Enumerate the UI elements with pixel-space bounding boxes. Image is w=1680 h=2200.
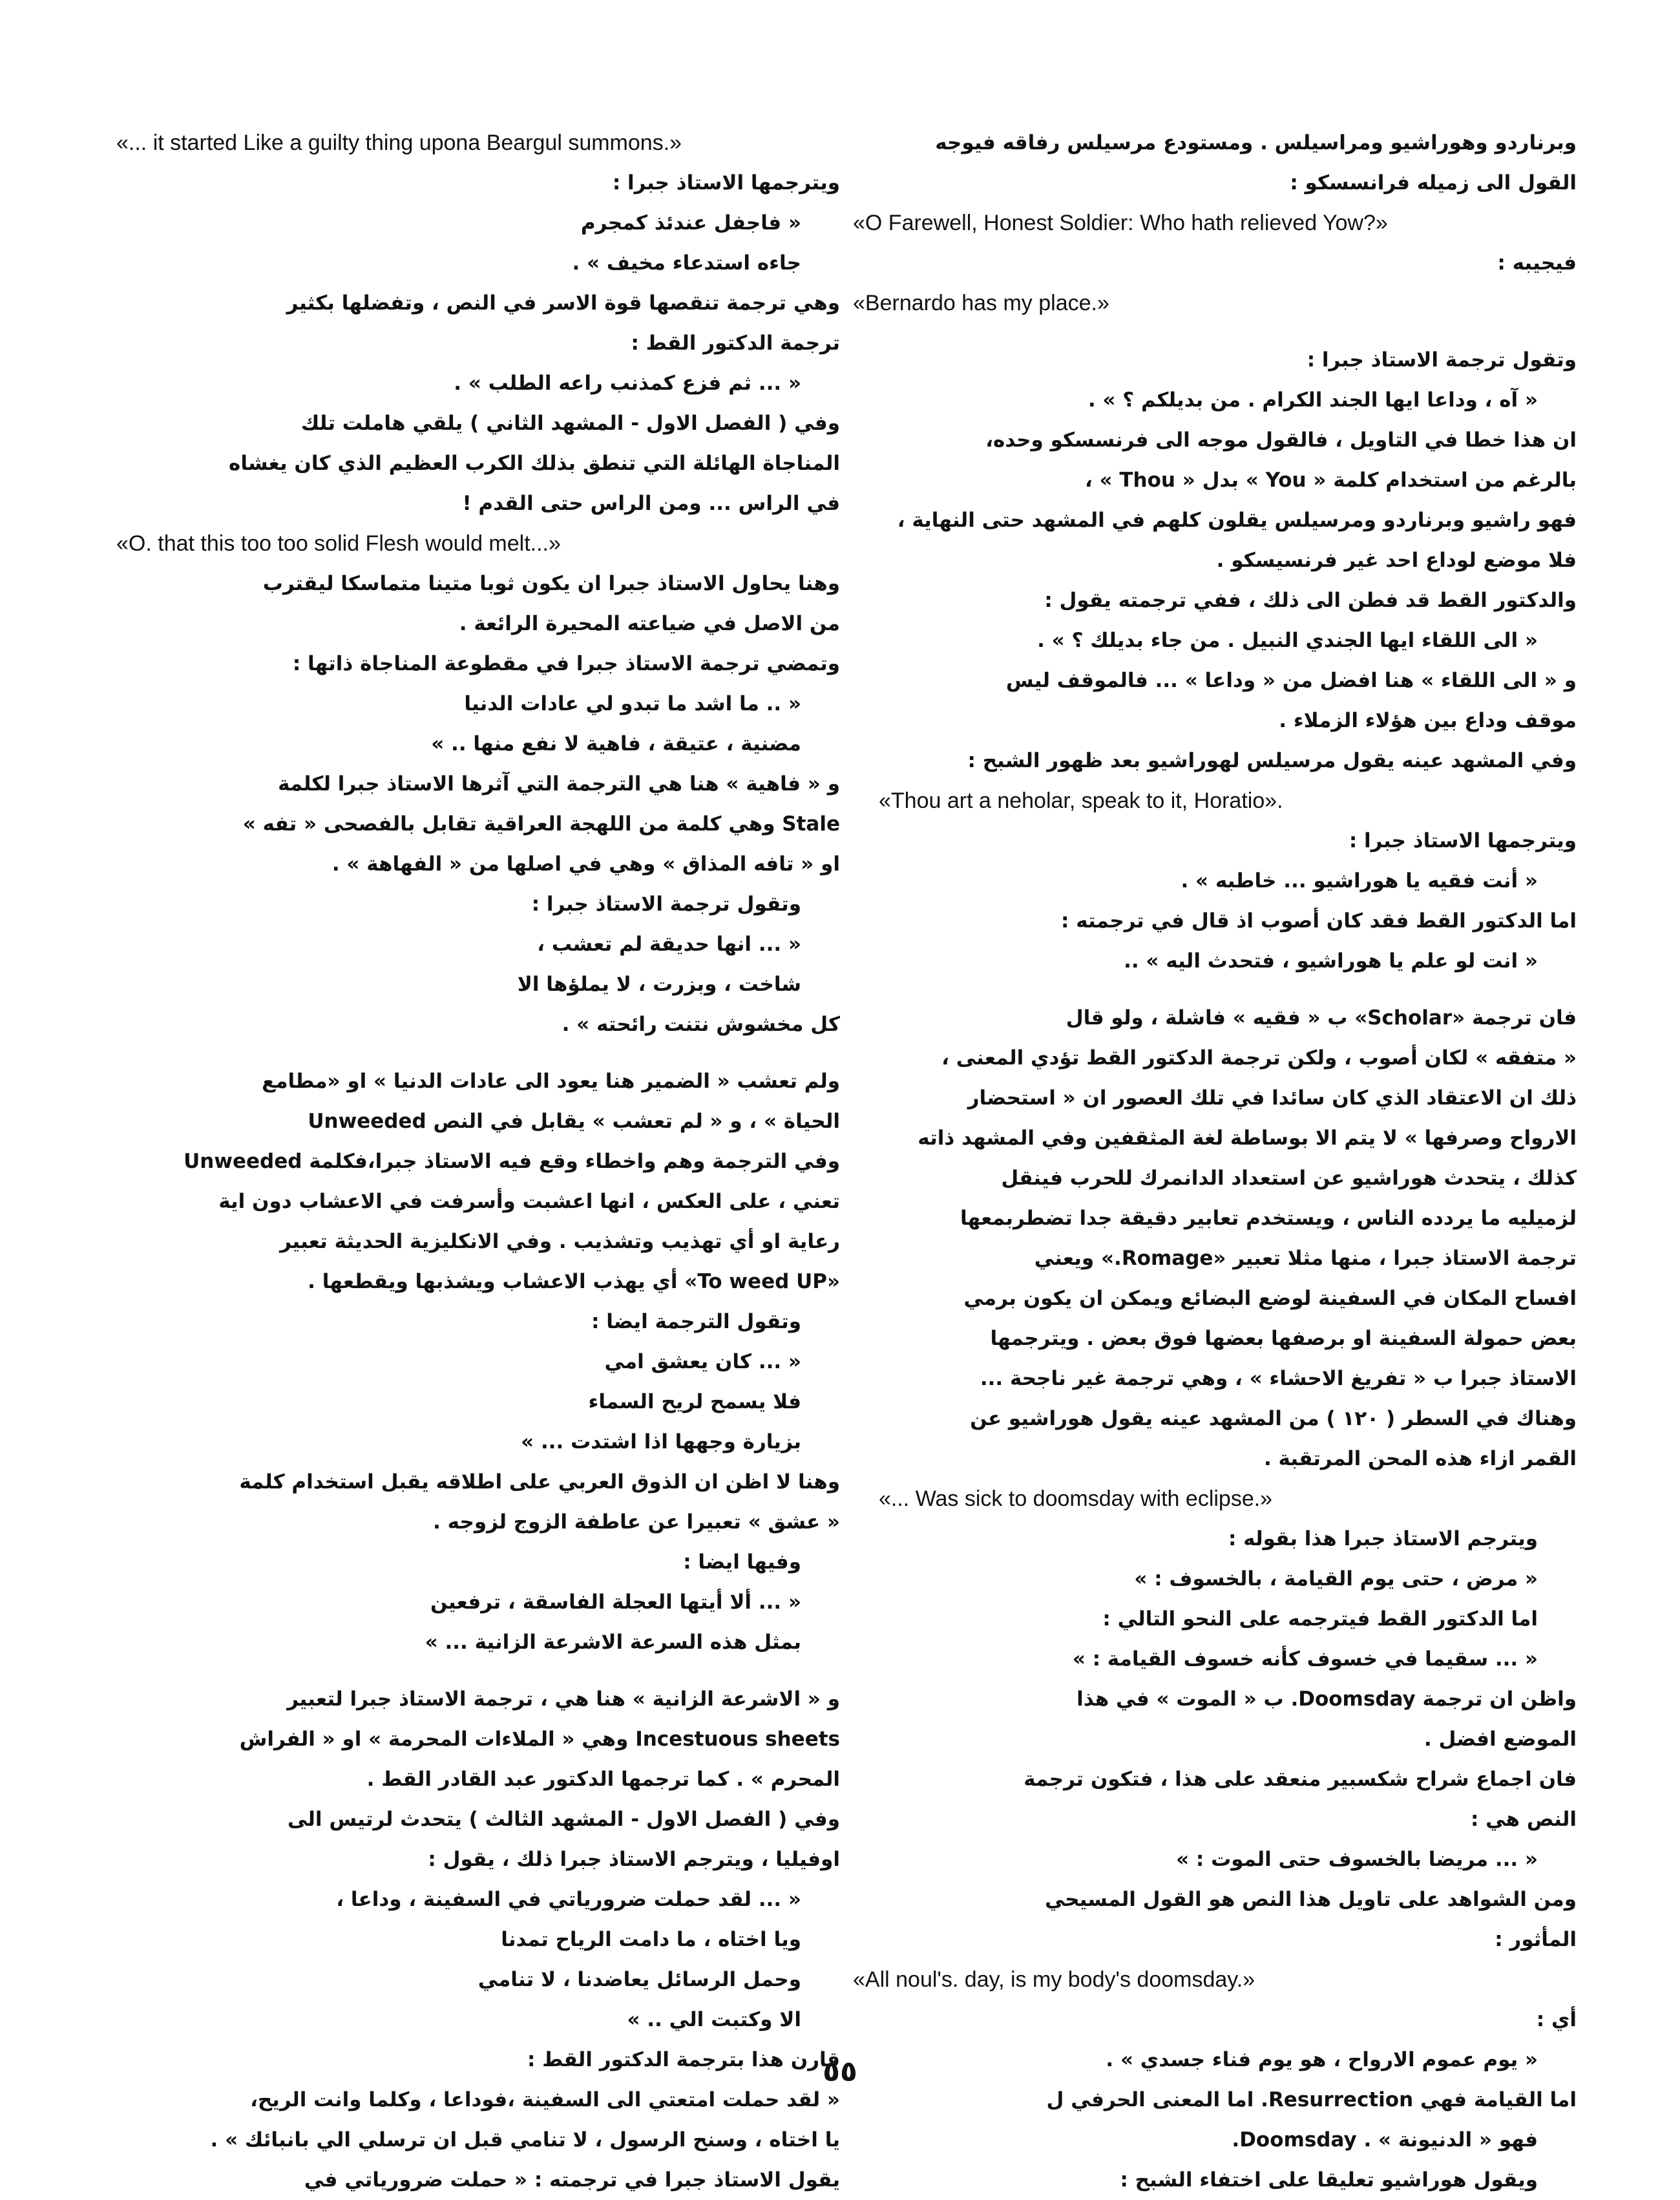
page-number: ٥٥ <box>823 2055 857 2088</box>
text-line: فان اجماع شراح شكسبير منعقد على هذا ، فتكون ترجمة <box>1024 1768 1577 1791</box>
english-quote-line: «All noul's. day, is my body's doomsday.» <box>853 1967 1255 1992</box>
text-line: « انت لو علم يا هوراشيو ، فتحدث اليه » .. <box>1124 949 1538 973</box>
text-line: ويقول هوراشيو تعليقا على اختفاء الشبح : <box>1120 2168 1538 2192</box>
text-line: افساح المكان في السفينة لوضع البضائع ويمكن ان يكون برمي <box>963 1287 1577 1310</box>
text-line: الا وكتبت الي .. » <box>627 2008 801 2031</box>
text-line: فهو « الدنيونة » . Doomsday. <box>1232 2128 1538 2152</box>
text-line: وبرناردو وهوراشيو ومراسيلس . ومستودع مرسيلس رفاقه فيوجه <box>935 131 1577 154</box>
text-line: Stale وهي كلمة من اللهجة العراقية تقابل بالفصحى « تفه » <box>242 812 840 836</box>
text-line: ويا اختاه ، ما دامت الرياح تمدنا <box>501 1928 801 1951</box>
text-line: والدكتور القط قد فطن الى ذلك ، ففي ترجمته يقول : <box>1044 589 1577 612</box>
text-line: « يوم عموم الارواح ، هو يوم فناء جسدي » . <box>1106 2048 1538 2071</box>
text-line: بزيارة وجهها اذا اشتدت ... » <box>521 1430 801 1454</box>
text-line: وهنا لا اظن ان الذوق العربي على اطلاقه يقبل استخدام كلمة <box>239 1470 840 1494</box>
text-line: اما الدكتور القط فيترجمه على النحو التالي : <box>1102 1607 1538 1631</box>
paragraph-gap <box>853 981 1577 998</box>
text-line: يا اختاه ، وسنح الرسول ، لا تنامي قبل ان ترسلي الي بانبائك » . <box>210 2128 840 2152</box>
text-line: لزميليه ما يردده الناس ، ويستخدم تعابير دقيقة جدا تضطربمعها <box>960 1207 1577 1230</box>
text-line: فلا موضع لوداع احد غير فرنسيسكو . <box>1216 549 1577 572</box>
text-line: «To weed UP» أي يهذب الاعشاب ويشذبها ويقطعها . <box>308 1270 840 1293</box>
text-line: تعني ، على العكس ، انها اعشبت وأسرفت في الاعشاب دون اية <box>218 1190 840 1213</box>
text-line: المأثور : <box>1495 1928 1577 1951</box>
text-line: شاخت ، وبزرت ، لا يملؤها الا <box>517 973 801 996</box>
text-line: « ... مريضا بالخسوف حتى الموت : » <box>1176 1848 1538 1871</box>
text-line: ترجمة الدكتور القط : <box>631 332 840 355</box>
text-line: وفي ( الفصل الاول - المشهد الثالث ) يتحدث لرتيس الى <box>287 1808 840 1831</box>
text-line: « ... ثم فزع كمذنب راعه الطلب » . <box>454 372 801 395</box>
english-quote-line: «Bernardo has my place.» <box>853 291 1109 315</box>
text-line: « فاجفل عندئذ كمجرم <box>580 211 801 235</box>
text-line: وحمل الرسائل يعاضدنا ، لا تنامي <box>478 1968 801 1991</box>
text-line: المناجاة الهائلة التي تنطق بذلك الكرب العظيم الذي كان يغشاه <box>229 452 840 475</box>
text-line: و « الى اللقاء » هنا افضل من « وداعا » ... فالموقف ليس <box>1005 669 1577 692</box>
text-line: الحياة » ، و « لم تعشب » يقابل في النص Unweeded <box>308 1110 840 1133</box>
text-line: رعاية او أي تهذيب وتشذيب . وفي الانكليزية الحديثة تعبير <box>280 1230 840 1253</box>
text-line: ترجمة الاستاذ جبرا ، منها مثلا تعبير «Romage.» ويعني <box>1034 1247 1577 1270</box>
text-line: كذلك ، يتحدث هوراشيو عن استعداد الدانمرك للحرب فينقل <box>1001 1167 1577 1190</box>
text-line: وهناك في السطر ( ١٢٠ ) من المشهد عينه يقول هوراشيو عن <box>970 1407 1577 1430</box>
text-line: ان هذا خطا في التاويل ، فالقول موجه الى فرنسسكو وحده، <box>985 428 1577 452</box>
text-line: « ... لقد حملت ضرورياتي في السفينة ، وداعا ، <box>336 1888 801 1911</box>
text-line: وفي الترجمة وهم واخطاء وقع فيه الاستاذ جبرا،فكلمة Unweeded <box>184 1150 840 1173</box>
text-line: وتمضي ترجمة الاستاذ جبرا في مقطوعة المناجاة ذاتها : <box>292 652 840 675</box>
text-line: وتقول ترجمة الاستاذ جبرا : <box>531 893 801 916</box>
text-line: و « فاهية » هنا هي الترجمة التي آثرها الاستاذ جبرا لكلمة <box>278 772 840 796</box>
text-line: Incestuous sheets وهي « الملاءات المحرمة » او « الفراش <box>239 1728 840 1751</box>
text-line: فهو راشيو وبرناردو ومرسيلس يقلون كلهم في المشهد حتى النهاية ، <box>897 509 1577 532</box>
text-line: وتقول الترجمة ايضا : <box>591 1310 801 1333</box>
text-line: « .. ما اشد ما تبدو لي عادات الدنيا <box>464 692 801 715</box>
text-line: « أنت فقيه يا هوراشيو ... خاطبه » . <box>1181 869 1538 893</box>
text-line: اما القيامة فهي Resurrection. اما المعنى الحرفي ل <box>1046 2088 1577 2111</box>
text-line: « ... سقيما في خسوف كأنه خسوف القيامة : » <box>1072 1647 1538 1671</box>
text-line: من الاصل في ضياعته المحيرة الرائعة . <box>459 612 840 635</box>
english-quote-line: «... Was sick to doomsday with eclipse.» <box>879 1486 1273 1511</box>
text-line: « لقد حملت امتعتي الى السفينة ،فوداعا ، وكلما وانت الريح، <box>250 2088 840 2111</box>
text-line: وتقول ترجمة الاستاذ جبرا : <box>1307 348 1577 372</box>
text-line: الارواح وصرفها » لا يتم الا بوساطة لغة المثقفين وفي المشهد ذاته <box>918 1126 1577 1150</box>
text-line: قارن هذا بترجمة الدكتور القط : <box>527 2048 840 2071</box>
paragraph-gap <box>116 1044 840 1061</box>
text-line: فان ترجمة «Scholar» ب « فقيه » فاشلة ، ولو قال <box>1066 1006 1577 1030</box>
text-line: بمثل هذه السرعة الاشرعة الزانية ... » <box>425 1631 801 1654</box>
text-line: « مرض ، حتى يوم القيامة ، بالخسوف : » <box>1134 1567 1538 1591</box>
text-line: « متفقه » لكان أصوب ، ولكن ترجمة الدكتور القط تؤدي المعنى ، <box>941 1046 1577 1070</box>
text-line: او « تافه المذاق » وهي في اصلها من « الفهاهة » . <box>331 852 840 876</box>
text-line: « ... كان يعشق امي <box>604 1350 801 1373</box>
text-line: ويترجمها الاستاذ جبرا : <box>612 171 840 195</box>
text-line: وهي ترجمة تنقصها قوة الاسر في النص ، وتفضلها بكثير <box>286 291 840 315</box>
text-line: القمر ازاء هذه المحن المرتقبة . <box>1263 1447 1577 1470</box>
text-line: اما الدكتور القط فقد كان أصوب اذ قال في ترجمته : <box>1060 909 1577 933</box>
right-column <box>853 123 1577 2200</box>
text-line: الاستاذ جبرا ب « تفريغ الاحشاء » ، وهي ترجمة غير ناجحة ... <box>980 1367 1577 1390</box>
text-line: النص هي : <box>1470 1808 1577 1831</box>
text-line: فيجيبه : <box>1497 251 1577 275</box>
text-line: ذلك ان الاعتقاد الذي كان سائدا في تلك العصور ان « استحضار <box>967 1086 1577 1110</box>
text-line: مضنية ، عتيقة ، فاهية لا نفع منها .. » <box>431 732 801 756</box>
paragraph-gap <box>853 323 1577 340</box>
text-line: و « الاشرعة الزانية » هنا هي ، ترجمة الاستاذ جبرا لتعبير <box>287 1687 840 1711</box>
paragraph-gap <box>116 1662 840 1679</box>
english-quote-line: «O. that this too too solid Flesh would melt...» <box>116 531 561 556</box>
left-column <box>116 123 840 2200</box>
text-line: موقف وداع بين هؤلاء الزملاء . <box>1279 709 1577 732</box>
english-quote-line: «... it started Like a guilty thing upona Beargul summons.» <box>116 131 682 155</box>
text-line: وهنا يحاول الاستاذ جبرا ان يكون ثوبا متينا متماسكا ليقترب <box>262 572 840 595</box>
text-line: بالرغم من استخدام كلمة « You » بدل « Thou » ، <box>1084 469 1577 492</box>
text-line: واظن ان ترجمة Doomsday. ب « الموت » في هذا <box>1076 1687 1577 1711</box>
text-line: « آه ، وداعا ايها الجند الكرام . من بديلكم ؟ » . <box>1087 388 1538 412</box>
text-line: وفي المشهد عينه يقول مرسيلس لهوراشيو بعد ظهور الشبح : <box>967 749 1577 772</box>
text-line: ولم تعشب « الضمير هنا يعود الى عادات الدنيا » او «مطامع <box>262 1070 840 1093</box>
text-line: فلا يسمح لريح السماء <box>588 1390 801 1413</box>
text-line: اوفيليا ، ويترجم الاستاذ جبرا ذلك ، يقول : <box>428 1848 840 1871</box>
text-line: ويترجم الاستاذ جبرا هذا بقوله : <box>1228 1527 1538 1550</box>
text-line: القول الى زميله فرانسسكو : <box>1290 171 1577 195</box>
text-line: « عشق » تعبيرا عن عاطفة الزوج لزوجه . <box>433 1510 840 1534</box>
text-line: يقول الاستاذ جبرا في ترجمته : « حملت ضرورياتي في <box>304 2168 840 2192</box>
text-line: ويترجمها الاستاذ جبرا : <box>1349 829 1577 852</box>
text-line: « ... ألا أيتها العجلة الفاسقة ، ترفعين <box>430 1591 801 1614</box>
text-line: وفيها ايضا : <box>683 1550 801 1574</box>
text-line: بعض حمولة السفينة او برصفها بعضها فوق بعض . ويترجمها <box>990 1327 1577 1350</box>
english-quote-line: «Thou art a neholar, speak to it, Horatio». <box>879 788 1283 813</box>
text-line: « الى اللقاء ايها الجندي النبيل . من جاء بديلك ؟ » . <box>1037 629 1538 652</box>
text-line: الموضع افضل . <box>1423 1728 1577 1751</box>
text-line: أي : <box>1536 2008 1577 2031</box>
english-quote-line: «O Farewell, Honest Soldier: Who hath relieved Yow?» <box>853 211 1388 235</box>
text-line: في الراس ... ومن الراس حتى القدم ! <box>462 492 840 515</box>
text-line: وفي ( الفصل الاول - المشهد الثاني ) يلقي هاملت تلك <box>300 412 840 435</box>
text-line: المحرم » . كما ترجمها الدكتور عبد القادر القط . <box>366 1768 840 1791</box>
text-line: « ... انها حديقة لم تعشب ، <box>537 933 801 956</box>
text-line: كل مخشوش نتنت رائحته » . <box>562 1013 840 1036</box>
text-line: جاءه استدعاء مخيف » . <box>572 251 801 275</box>
text-line: ومن الشواهد على تاويل هذا النص هو القول المسيحي <box>1044 1888 1577 1911</box>
